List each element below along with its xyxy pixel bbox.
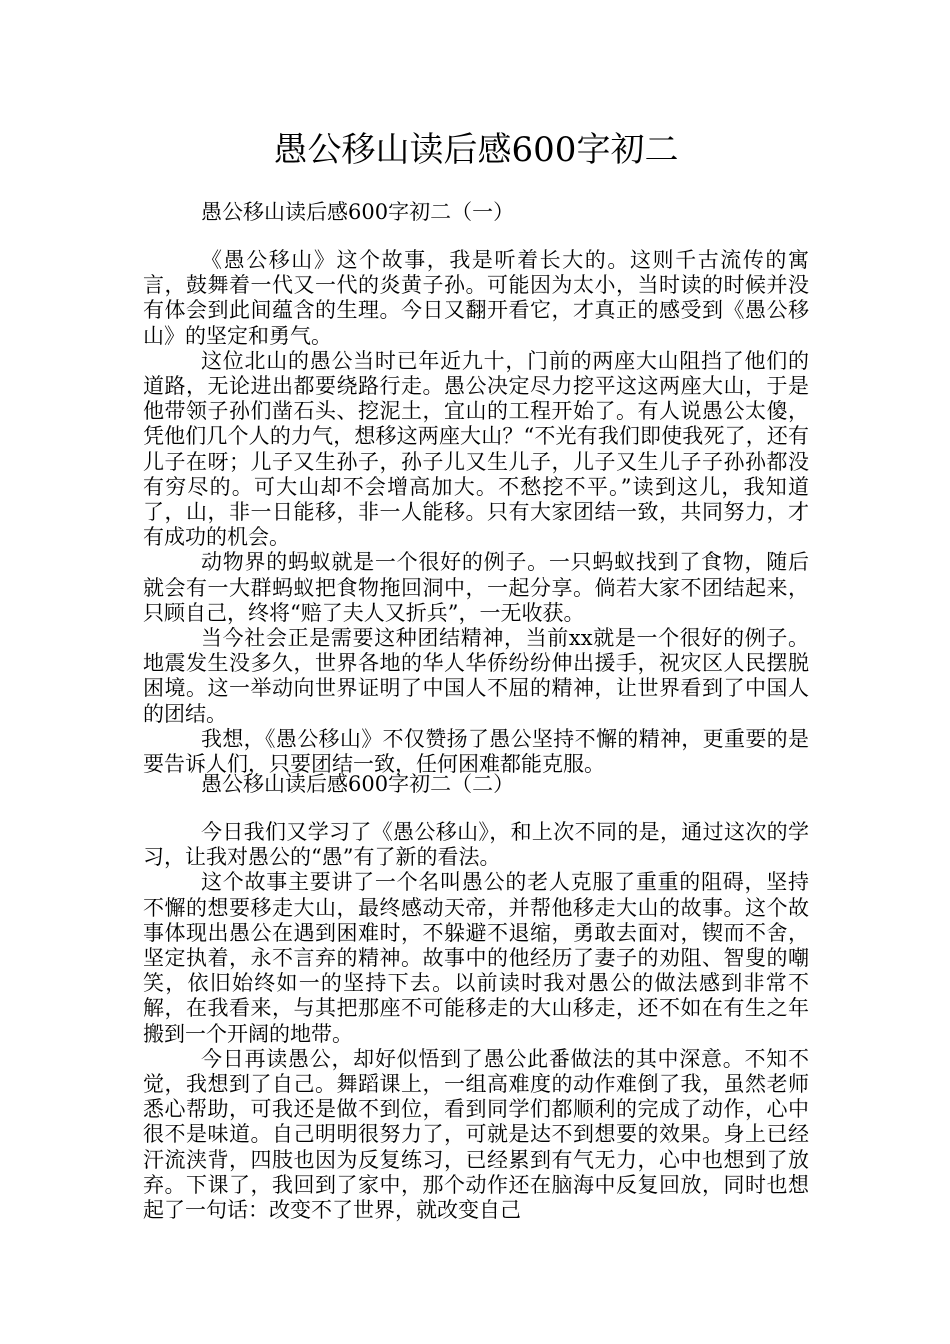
section-1-heading: 愚公移山读后感600字初二（一）	[201, 200, 515, 224]
document-title: 愚公移山读后感600字初二	[273, 130, 679, 170]
section-2-heading: 愚公移山读后感600字初二（二）	[201, 772, 515, 796]
paragraph: 我想，《愚公移山》不仅赞扬了愚公坚持不懈的精神，更重要的是要告诉人们，只要团结一致，任何困难都能克服。	[143, 726, 809, 777]
paragraph: 今日我们又学习了《愚公移山》，和上次不同的是，通过这次的学习，让我对愚公的“愚”有了新的看法。	[143, 820, 809, 870]
section-2-body	[143, 820, 809, 1223]
section-1-body	[143, 248, 809, 777]
paragraph: 动物界的蚂蚁就是一个很好的例子。一只蚂蚁找到了食物，随后就会有一大群蚂蚁把食物拖回洞中，一起分享。倘若大家不团结起来，只顾自己，终将“赔了夫人又折兵”，一无收获。	[143, 550, 809, 625]
document-page	[143, 0, 809, 1344]
paragraph: 当今社会正是需要这种团结精神，当前xx就是一个很好的例子。地震发生没多久，世界各地的华人华侨纷纷伸出援手，祝灾区人民摆脱困境。这一举动向世界证明了中国人不屈的精神，让世界看到了中国人的团结。	[143, 626, 809, 726]
paragraph: 这位北山的愚公当时已年近九十，门前的两座大山阻挡了他们的道路，无论进出都要绕路行走。愚公决定尽力挖平这这两座大山，于是他带领子孙们凿石头、挖泥土，宜山的工程开始了。有人说愚公太傻，凭他们几个人的力气，想移这两座大山？“不光有我们即使我死了，还有儿子在呀；儿子又生孙子，孙子儿又生儿子，儿子又生儿子子孙孙都没有穷尽的。可大山却不会增高加大。不愁挖不平。”读到这儿，我知道了，山，非一日能移，非一人能移。只有大家团结一致，共同努力，才有成功的机会。	[143, 348, 809, 550]
paragraph: 这个故事主要讲了一个名叫愚公的老人克服了重重的阻碍，坚持不懈的想要移走大山，最终感动天帝，并帮他移走大山的故事。这个故事体现出愚公在遇到困难时，不躲避不退缩，勇敢去面对，锲而不舍，坚定执着，永不言弃的精神。故事中的他经历了妻子的劝阻、智叟的嘲笑，依旧始终如一的坚持下去。以前读时我对愚公的做法感到非常不解，在我看来，与其把那座不可能移走的大山移走，还不如在有生之年搬到一个开阔的地带。	[143, 870, 809, 1046]
paragraph: 今日再读愚公，却好似悟到了愚公此番做法的其中深意。不知不觉，我想到了自己。舞蹈课上，一组高难度的动作难倒了我，虽然老师悉心帮助，可我还是做不到位，看到同学们都顺利的完成了动作，心中很不是味道。自己明明很努力了，可就是达不到想要的效果。身上已经汗流浃背，四肢也因为反复练习，已经累到有气无力，心中也想到了放弃。下课了，我回到了家中，那个动作还在脑海中反复回放，同时也想起了一句话：改变不了世界，就改变自己	[143, 1046, 809, 1223]
paragraph: 《愚公移山》这个故事，我是听着长大的。这则千古流传的寓言，鼓舞着一代又一代的炎黄子孙。可能因为太小，当时读的时候并没有体会到此间蕴含的生理。今日又翻开看它，才真正的感受到《愚公移山》的坚定和勇气。	[143, 248, 809, 348]
